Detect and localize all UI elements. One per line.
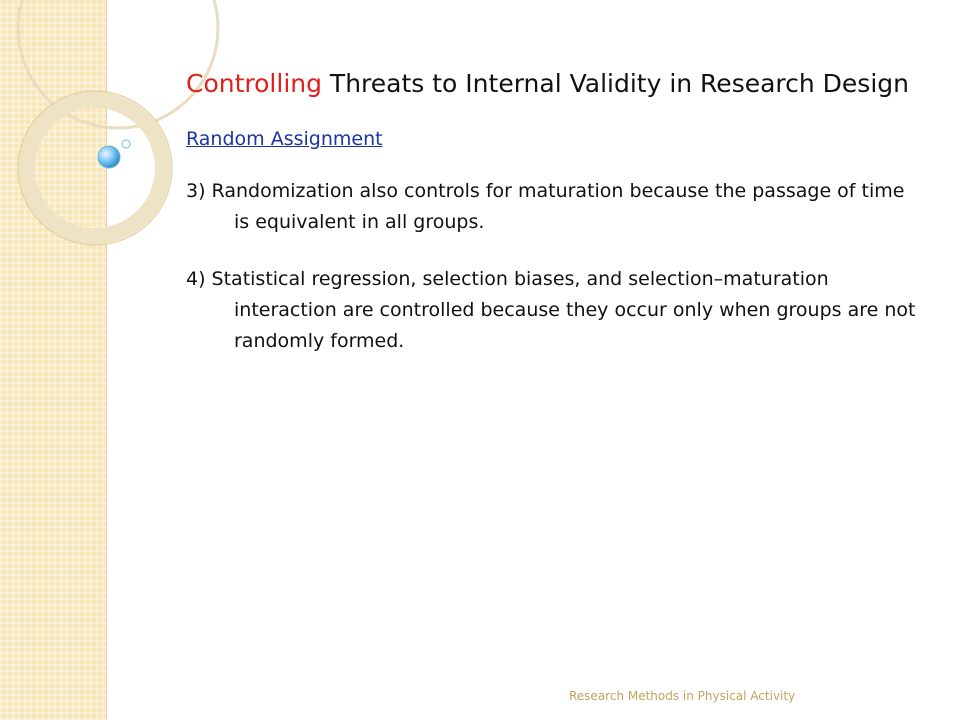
slide-title-rest: Threats to Internal Validity in Research Design [321, 69, 909, 98]
decorative-ring [27, 100, 163, 236]
slide-title [186, 66, 916, 102]
point-3: 3) Randomization also controls for maturation because the passage of time is equivalent in all groups. [186, 180, 905, 233]
point-4: 4) Statistical regression, selection biases, and selection–maturation interaction are controlled because they occur only when groups are not randomly formed. [186, 268, 916, 352]
decorative-ring-outline [18, 91, 172, 245]
decorative-small-bubble-icon [122, 140, 130, 148]
decorative-bubble-icon [98, 146, 120, 168]
random-assignment-link[interactable]: Random Assignment [186, 128, 383, 150]
slide-footer: Research Methods in Physical Activity [569, 689, 796, 703]
decorative-circles [0, 0, 160, 260]
slide-title-highlight: Controlling [186, 69, 322, 98]
slide-content [186, 66, 916, 357]
